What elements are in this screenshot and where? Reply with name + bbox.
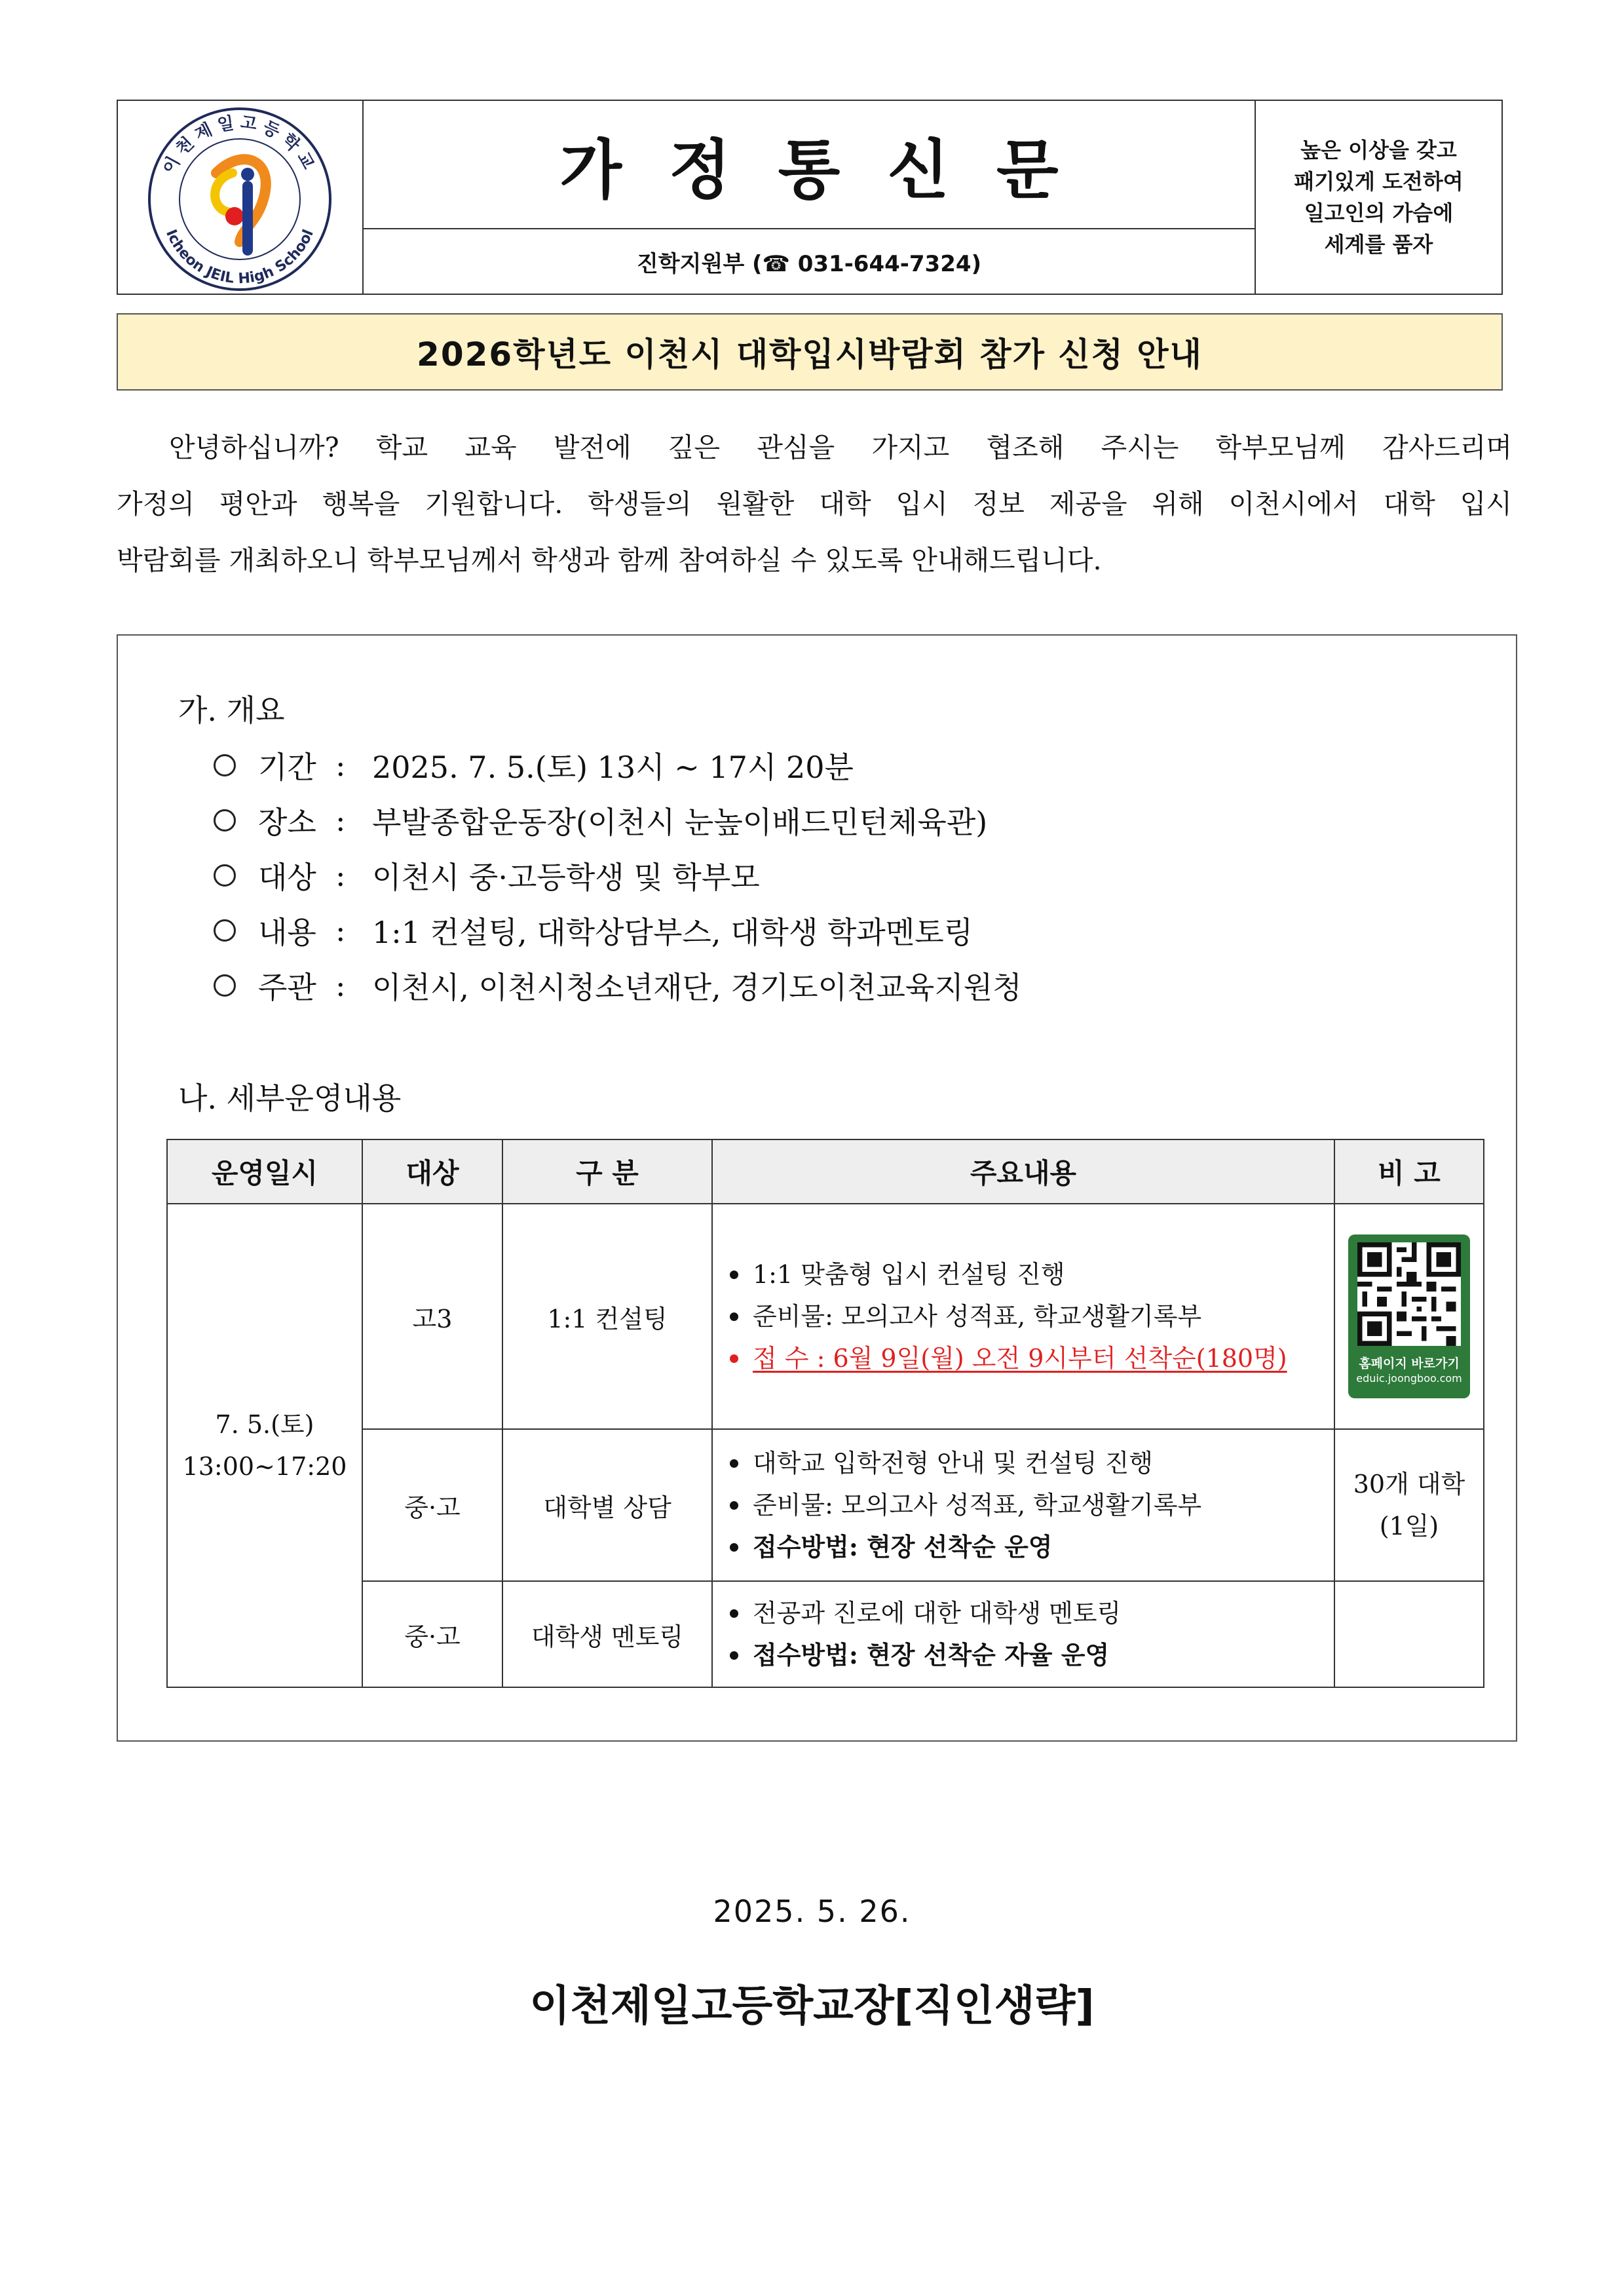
motto-line: 높은 이상을 갖고 bbox=[1300, 138, 1457, 163]
target-cell: 고3 bbox=[362, 1204, 502, 1429]
bullet-icon bbox=[730, 1312, 738, 1321]
target-cell: 중·고 bbox=[362, 1581, 502, 1687]
column-header: 대상 bbox=[362, 1139, 502, 1204]
motto-line: 일고인의 가슴에 bbox=[1304, 201, 1454, 225]
overview-item: 장소 : 부발종합운동장(이천시 눈높이배드민턴체육관) bbox=[214, 793, 1022, 848]
content-cell bbox=[712, 1581, 1334, 1687]
content-cell bbox=[712, 1204, 1334, 1429]
department-contact: 진학지원부 (☎ 031-644-7324) bbox=[364, 229, 1256, 294]
logo-text-en: Icheon JEIL High School bbox=[162, 227, 317, 288]
motto-line: 세계를 품자 bbox=[1324, 232, 1433, 257]
overview-item: 주관 : 이천시, 이천시청소년재단, 경기도이천교육지원청 bbox=[214, 958, 1022, 1013]
category-cell: 1:1 컨설팅 bbox=[502, 1204, 712, 1429]
logo-text-ko: 이천제일고등학교 bbox=[159, 113, 321, 178]
note-cell bbox=[1334, 1204, 1484, 1429]
table-row bbox=[167, 1581, 1484, 1687]
category-cell: 대학별 상담 bbox=[502, 1429, 712, 1581]
note-cell bbox=[1334, 1581, 1484, 1687]
bullet-icon bbox=[730, 1651, 738, 1660]
circle-bullet-icon bbox=[214, 809, 236, 832]
column-header: 주요내용 bbox=[712, 1139, 1334, 1204]
title-cell bbox=[364, 101, 1256, 229]
issue-date: 2025. 5. 26. bbox=[713, 1894, 911, 1929]
bullet-line: 전공과 진로에 대한 대학생 멘토링 bbox=[730, 1592, 1334, 1634]
category-cell: 대학생 멘토링 bbox=[502, 1581, 712, 1687]
intro-line: 박람회를 개최하오니 학부모님께서 학생과 함께 참여하실 수 있도록 안내해드립니다. bbox=[117, 545, 1102, 576]
motto-line: 패기있게 도전하여 bbox=[1294, 169, 1463, 194]
bullet-line: 준비물: 모의고사 성적표, 학교생활기록부 bbox=[730, 1484, 1334, 1526]
registration-notice: 접 수 : 6월 9일(월) 오전 9시부터 선착순(180명) bbox=[730, 1337, 1334, 1379]
circle-bullet-icon bbox=[214, 864, 236, 887]
qr-caption: 홈페이지 바로가기 bbox=[1359, 1356, 1460, 1371]
page-title: 가정통신문 bbox=[559, 132, 1106, 208]
qr-url: eduic.joongboo.com bbox=[1356, 1372, 1462, 1385]
note-cell: 30개 대학 (1일) bbox=[1334, 1429, 1484, 1581]
homepage-qr-link[interactable] bbox=[1348, 1234, 1470, 1398]
intro-line: 가정의 평안과 행복을 기원합니다. 학생들의 원활한 대학 입시 정보 제공을 위해 이천시에서 대학 입시 bbox=[117, 488, 1512, 520]
intro-paragraph bbox=[117, 419, 1512, 588]
schedule-table bbox=[166, 1139, 1484, 1688]
overview-heading: 가. 개요 bbox=[178, 693, 285, 728]
circle-bullet-icon bbox=[214, 754, 236, 776]
intro-line: 안녕하십니까? 학교 교육 발전에 깊은 관심을 가지고 협조해 주시는 학부모님께 감사드리며 bbox=[169, 432, 1512, 463]
bullet-icon bbox=[730, 1543, 738, 1552]
overview-list bbox=[214, 738, 1022, 1013]
table-row bbox=[167, 1429, 1484, 1581]
column-header: 운영일시 bbox=[167, 1139, 362, 1204]
logo-cell bbox=[118, 101, 364, 294]
content-cell bbox=[712, 1429, 1334, 1581]
bullet-icon bbox=[730, 1271, 738, 1279]
bullet-line: 대학교 입학전형 안내 및 컨설팅 진행 bbox=[730, 1442, 1334, 1484]
signer: 이천제일고등학교장[직인생략] bbox=[529, 1982, 1095, 2031]
overview-item: 내용 : 1:1 컨설팅, 대학상담부스, 대학생 학과멘토링 bbox=[214, 903, 1022, 958]
bullet-icon bbox=[730, 1354, 738, 1363]
notice-title: 2026학년도 이천시 대학입시박람회 참가 신청 안내 bbox=[117, 313, 1503, 391]
school-logo bbox=[118, 101, 361, 294]
circle-bullet-icon bbox=[214, 974, 236, 997]
bullet-line: 접수방법: 현장 선착순 자율 운영 bbox=[730, 1634, 1334, 1676]
bullet-line: 1:1 맞춤형 입시 컨설팅 진행 bbox=[730, 1253, 1334, 1295]
circle-bullet-icon bbox=[214, 919, 236, 942]
qr-code-icon bbox=[1357, 1242, 1461, 1346]
bullet-icon bbox=[730, 1459, 738, 1468]
table-row bbox=[167, 1204, 1484, 1429]
table-header-row bbox=[167, 1139, 1484, 1204]
column-header: 비 고 bbox=[1334, 1139, 1484, 1204]
school-motto bbox=[1256, 101, 1501, 294]
bullet-line: 준비물: 모의고사 성적표, 학교생활기록부 bbox=[730, 1295, 1334, 1337]
letter-header bbox=[117, 100, 1503, 295]
bullet-line: 접수방법: 현장 선착순 운영 bbox=[730, 1526, 1334, 1568]
bullet-icon bbox=[730, 1501, 738, 1510]
bullet-icon bbox=[730, 1609, 738, 1618]
overview-item: 기간 : 2025. 7. 5.(토) 13시 ~ 17시 20분 bbox=[214, 738, 1022, 793]
column-header: 구 분 bbox=[502, 1139, 712, 1204]
datetime-cell: 7. 5.(토) 13:00~17:20 bbox=[167, 1204, 362, 1687]
overview-item: 대상 : 이천시 중·고등학생 및 학부모 bbox=[214, 848, 1022, 903]
target-cell: 중·고 bbox=[362, 1429, 502, 1581]
details-heading: 나. 세부운영내용 bbox=[178, 1081, 402, 1116]
